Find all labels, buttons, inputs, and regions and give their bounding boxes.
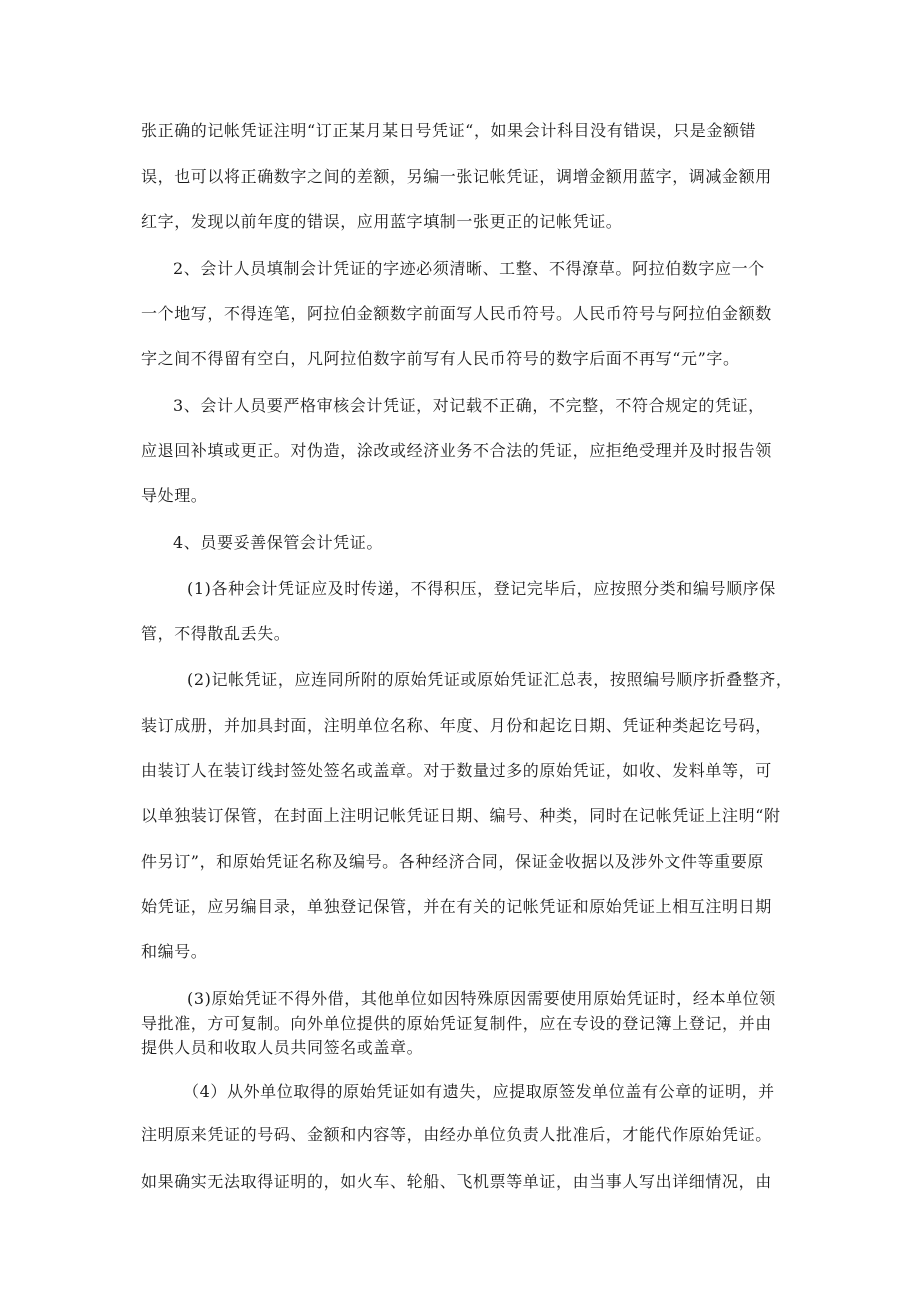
text-line: 和编号。 [141, 942, 208, 961]
text-line: 2、会计人员填制会计凭证的字迹必须清晰、工整、不得潦草。阿拉伯数字应一个 [173, 259, 765, 278]
text-line: 红字，发现以前年度的错误，应用蓝字填制一张更正的记帐凭证。 [141, 212, 623, 231]
text-line: 字之间不得留有空白，凡阿拉伯数字前写有人民币符号的数字后面不再写“元”字。 [141, 349, 740, 368]
text-line: 以单独装订保管，在封面上注明记帐凭证日期、编号、种类，同时在记帐凭证上注明“附 [141, 806, 781, 825]
text-line: 导批准，方可复制。向外单位提供的原始凭证复制件，应在专设的登记簿上登记，并由 [141, 1014, 772, 1033]
text-line: 始凭证，应另编目录，单独登记保管，并在有关的记帐凭证和原始凭证上相互注明日期 [141, 897, 772, 916]
text-line: 应退回补填或更正。对伪造，涂改或经济业务不合法的凭证，应拒绝受理并及时报告领 [141, 441, 772, 460]
text-line: (3)原始凭证不得外借，其他单位如因特殊原因需要使用原始凭证时，经本单位领 [187, 989, 776, 1008]
text-line: （4）从外单位取得的原始凭证如有遗失，应提取原签发单位盖有公章的证明，并 [183, 1082, 775, 1101]
text-line: (2)记帐凭证，应连同所附的原始凭证或原始凭证汇总表，按照编号顺序折叠整齐， [187, 670, 793, 689]
text-line: 由装订人在装订线封签处签名或盖章。对于数量过多的原始凭证，如收、发料单等，可 [141, 761, 772, 780]
text-line: 导处理。 [141, 486, 208, 505]
text-line: 3、会计人员要严格审核会计凭证，对记载不正确，不完整，不符合规定的凭证， [173, 396, 765, 415]
text-line: 装订成册，并加具封面，注明单位名称、年度、月份和起讫日期、凭证种类起讫号码， [141, 716, 772, 735]
text-line: 注明原来凭证的号码、金额和内容等，由经办单位负责人批准后，才能代作原始凭证。 [141, 1125, 772, 1144]
text-line: 张正确的记帐凭证注明“订正某月某日号凭证“，如果会计科目没有错误，只是金额错 [141, 121, 757, 140]
text-line: 一个地写，不得连笔，阿拉伯金额数字前面写人民币符号。人民币符号与阿拉伯金额数 [141, 304, 772, 323]
text-line: 4、员要妥善保管会计凭证。 [173, 533, 383, 552]
text-line: 管，不得散乱丢失。 [141, 624, 291, 643]
text-line: 误，也可以将正确数字之间的差额，另编一张记帐凭证，调增金额用蓝字，调减金额用 [141, 167, 772, 186]
text-line: (1)各种会计凭证应及时传递，不得积压，登记完毕后，应按照分类和编号顺序保 [187, 579, 776, 598]
text-line: 如果确实无法取得证明的，如火车、轮船、飞机票等单证，由当事人写出详细情况，由 [141, 1172, 772, 1191]
text-line: 提供人员和收取人员共同签名或盖章。 [141, 1038, 424, 1057]
text-line: 件另订”，和原始凭证名称及编号。各种经济合同，保证金收据以及涉外文件等重要原 [141, 852, 764, 871]
